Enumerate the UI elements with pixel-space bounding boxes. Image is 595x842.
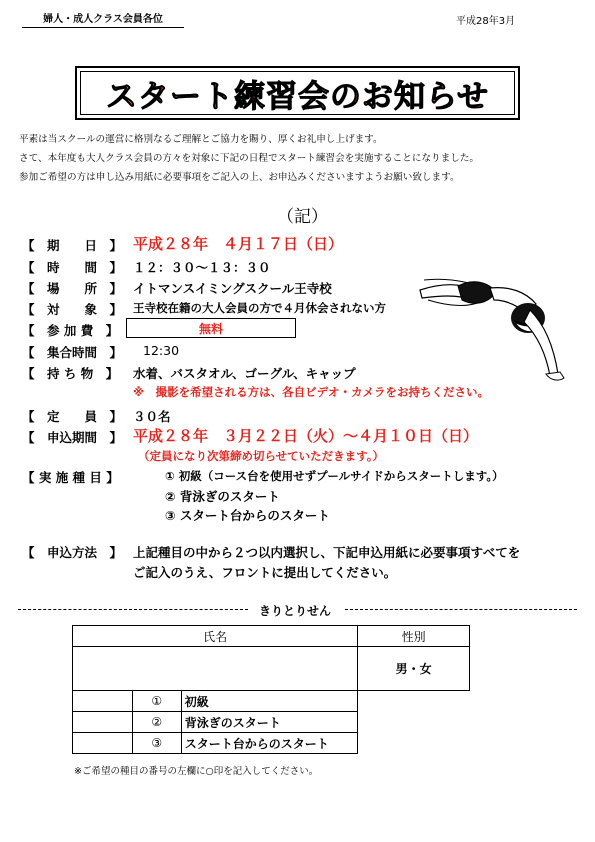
target-value: 王寺校在籍の大人会員の方で４月休会されない方 [133,301,386,315]
swimmer-hand [546,372,564,380]
recipients: 婦人・成人クラス会員各位 [22,10,184,28]
name-header: 氏名 [73,626,358,647]
time-value: １２：３０～１３：３０ [133,260,271,275]
event-num-1: ① [132,691,181,712]
event-label-2: 背泳ぎのスタート [181,712,358,733]
event-row-1 [73,691,470,712]
issue-date: 平成28年3月 [456,16,516,27]
title-inner-frame [80,71,515,115]
intro-line-1: 平素は当スクールの運営に格別なるご理解とご協力を賜り、厚くお礼申し上げます。 [19,134,383,145]
items-label: 【 持 ち 物 】 [22,366,119,381]
meet-value: 12:30 [143,343,180,358]
place-label: 【 場 所 】 [22,281,123,296]
events-label: 【 実 施 種 目 】 [22,470,119,485]
period-note: （定員になり次第締め切らせていただきます。） [138,449,384,463]
name-field[interactable] [73,647,358,691]
fee-label: 【 参 加 費 】 [22,323,119,338]
form-input-row [73,647,470,691]
intro-line-3: 参加ご希望の方は申し込み用紙に必要事項をご記入の上、お申込みくださいますようお願い致します。 [19,172,460,183]
method-line-2: ご記入のうえ、フロントに提出してください。 [133,565,397,580]
title-box [75,66,520,120]
cut-line-label: きりとりせん [255,602,335,619]
event-check-1[interactable] [73,691,133,712]
event-check-2[interactable] [73,712,133,733]
event-row-3 [73,733,470,754]
application-form [72,625,470,754]
swimsuit [458,282,496,304]
event-3: ③ スタート台からのスタート [165,508,330,523]
fee-value: 無料 [126,318,296,338]
intro-line-2: さて、本年度も大人クラス会員の方々を対象に下記の日程でスタート練習会を実施することになりました。 [19,153,480,164]
items-value: 水着、バスタオル、ゴーグル、キャップ [133,366,356,381]
swimmer-illustration [418,278,568,398]
period-label: 【 申込期間 】 [22,430,123,445]
date-value: 平成２８年 ４月１７日（日） [133,235,344,253]
place-value: イトマンスイミングスクール王寺校 [133,281,332,296]
time-label: 【 時 間 】 [22,260,123,275]
gender-header: 性別 [358,626,470,647]
period-value: 平成２８年 ３月２２日（火）～４月１０日（日） [133,427,479,445]
target-label: 【 対 象 】 [22,302,123,317]
date-label: 【 期 日 】 [22,238,123,253]
meet-label: 【 集合時間 】 [22,345,123,360]
event-blank-1 [358,691,470,712]
event-2: ② 背泳ぎのスタート [165,489,280,504]
event-blank-3 [358,733,470,754]
event-num-2: ② [132,712,181,733]
event-check-3[interactable] [73,733,133,754]
method-line-1: 上記種目の中から２つ以内選択し、下記申込用紙に必要事項すべてを [133,545,521,560]
capacity-value: ３０名 [133,409,171,424]
event-blank-2 [358,712,470,733]
method-label: 【 申込方法 】 [22,545,123,560]
cut-line-right [345,609,577,610]
form-header-row [73,626,470,647]
event-num-3: ③ [132,733,181,754]
event-label-3: スタート台からのスタート [181,733,358,754]
items-note: ※ 撮影を希望される方は、各自ビデオ・カメラをお持ちください。 [133,385,489,399]
event-1: ① 初級（コース台を使用せずプールサイドからスタートします。） [165,469,504,483]
event-row-2 [73,712,470,733]
capacity-label: 【 定 員 】 [22,409,123,424]
event-label-1: 初級 [181,691,358,712]
gender-field[interactable]: 男・女 [358,647,470,691]
cut-line-left [18,609,248,610]
form-note: ※ご希望の種目の番号の左欄に○印を記入してください。 [74,766,319,777]
page-title: スタート練習会のお知らせ [105,78,490,115]
ki-heading: （記） [277,207,328,227]
